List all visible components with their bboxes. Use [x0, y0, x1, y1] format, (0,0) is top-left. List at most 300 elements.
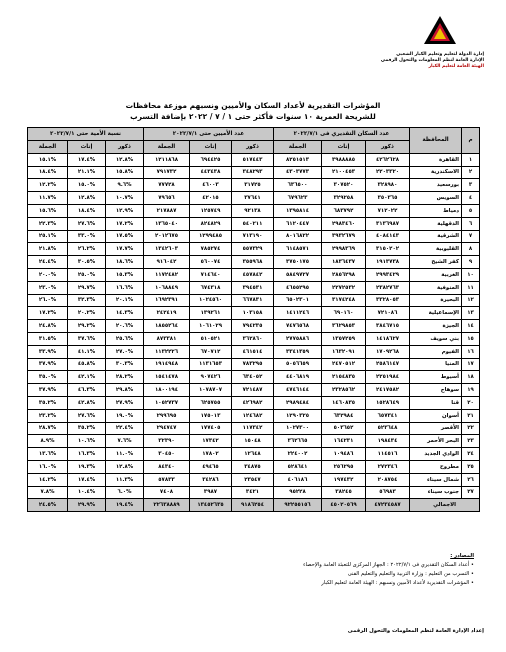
source-item: • التسرب من التعليم : وزارة التربية والتعليم والتعليم الفنى [347, 571, 474, 577]
table-cell: ٢١٥٤٨٣٥ [322, 371, 366, 384]
table-cell: ١٤٦٠٨٣٥ [322, 396, 366, 409]
table-cell: ٤٠٦١٨٦ [274, 473, 322, 486]
table-cell: ١١٣١٦٥٣ [190, 358, 232, 371]
table-cell: ٤٤٠٦٨١٩ [274, 371, 322, 384]
table-cell: ١٧٧٤٠٥ [190, 422, 232, 435]
table-cell: %١٦.٠ [28, 460, 68, 473]
row-number: ٨ [462, 243, 480, 256]
table-cell: ٦٣٤٠٥٢ [232, 371, 274, 384]
table-cell: %٤١.١ [68, 345, 106, 358]
table-cell: ١٧٠٩٢٦٨ [366, 345, 410, 358]
table-cell: %٢٠.٠ [28, 268, 68, 281]
table-cell: %٢٤.٨ [28, 320, 68, 333]
table-cell: %٢٦.٠ [28, 294, 68, 307]
governorate-name: البحيرة [410, 294, 462, 307]
table-cell: ٢٢٠٣٣٢٠ [366, 166, 410, 179]
table-cell: ٧٢١٤٨٧ [232, 384, 274, 397]
governorate-name: الإسماعيلية [410, 307, 462, 320]
table-cell: ١١٣٢٢٢٦ [144, 345, 190, 358]
table-cell: ٣٩٤٥٣١ [232, 281, 274, 294]
total-row [28, 499, 480, 512]
col-no-header: م [462, 128, 480, 154]
sub-total-header: الجملة [274, 140, 322, 153]
table-cell: %٧.٦ [106, 435, 144, 448]
table-cell: ٦٢٥٧٥٥ [190, 396, 232, 409]
table-row [28, 422, 480, 435]
governorate-name: جنوب سيناء [410, 486, 462, 499]
table-cell: ٤٢٠١٥ [190, 192, 232, 205]
table-cell: ٦٥٧٣٤١ [366, 409, 410, 422]
row-number: ٢ [462, 166, 480, 179]
table-cell: %٢٧.٦ [68, 409, 106, 422]
table-cell: ٢٢٧٢٥٣٢ [322, 281, 366, 294]
table-row [28, 230, 480, 243]
governorate-name: دمياط [410, 204, 462, 217]
row-number: ٢٢ [462, 422, 480, 435]
org-line-2: الإدارة العامة لنظم المعلومات والتحول الرقمي [380, 58, 484, 63]
table-cell: ٨٠١٦٨٢٢ [274, 230, 322, 243]
table-cell: %٩.٦ [106, 179, 144, 192]
table-cell: ٣٢٨٩٨٠ [366, 179, 410, 192]
row-number: ١٧ [462, 358, 480, 371]
table-row [28, 166, 480, 179]
table-cell: ١٥٠٤٨ [232, 435, 274, 448]
table-cell: %٢٥.١ [28, 230, 68, 243]
total-cell: ١٣٤٥٢٦٣٥ [190, 499, 232, 512]
table-cell: ٦٦٧٨٣١ [232, 294, 274, 307]
governorate-name: مطروح [410, 460, 462, 473]
table-cell: %٣٥.٢ [28, 396, 68, 409]
governorate-name: الغربية [410, 268, 462, 281]
table-cell: ٧٩١٧٣٢ [144, 166, 190, 179]
table-cell: ٣٨٢٤٥ [322, 486, 366, 499]
table-cell: %١٠.٤ [68, 486, 106, 499]
sources-block [303, 552, 474, 588]
table-cell: ٤٧٤٦١٤٤ [274, 384, 322, 397]
table-cell: ١٣٤٢٦٠٣ [144, 243, 190, 256]
table-cell: ١٨٣٦٤٣٧ [322, 256, 366, 269]
table-cell: ٥٠٥٦٦٥٩ [274, 358, 322, 371]
table-cell: ٥٨٤٩٧٢٧ [274, 268, 322, 281]
table-cell: ٤٢٦٢٦٢٨ [366, 153, 410, 166]
table-cell: %١٤.٣ [106, 307, 144, 320]
table-cell: ١٠٦١٠٢٩ [190, 320, 232, 333]
org-line-3: الهيئة العامة لتعليم الكبار [428, 64, 484, 69]
table-cell: %١٨.٤ [68, 204, 106, 217]
table-cell: ٨٧٣٣٨١ [144, 332, 190, 345]
table-cell: ٢٢٥١٩٨٤ [366, 371, 410, 384]
row-number: ١٠ [462, 268, 480, 281]
total-cell: ٤٧٢٣٤٥٨٧ [366, 499, 410, 512]
total-cell: %٢٩.٩ [68, 499, 106, 512]
table-cell: ٧١٣١٩٠ [232, 230, 274, 243]
table-row [28, 460, 480, 473]
governorate-name: الفيوم [410, 345, 462, 358]
table-cell: ٩٢١٣٨ [232, 204, 274, 217]
table-cell: %٣٣.٠ [68, 230, 106, 243]
governorate-name: بورسعيد [410, 179, 462, 192]
table-row [28, 358, 480, 371]
table-cell: ٩٠٧٤٢٦ [190, 371, 232, 384]
table-cell: ٧٨٥٢٧٤ [190, 243, 232, 256]
table-row [28, 268, 480, 281]
table-cell: ٣٦٢٩٨٥٣ [322, 320, 366, 333]
source-item: • المؤشرات التقديرية لأعداد الأميين ونسبهم : الهيئة العامة لتعليم الكبار [321, 580, 474, 586]
table-cell: ٥٦٠٠٧٤ [190, 256, 232, 269]
table-cell: ٢٩٩٣٤٢٩ [366, 268, 410, 281]
table-cell: ٧٩٦٥٦ [144, 192, 190, 205]
row-number: ٢٠ [462, 396, 480, 409]
table-cell: ١٠٧٨٧٠٧ [190, 384, 232, 397]
table-cell: ٧٤٧٦٥٦٨ [274, 320, 322, 333]
table-cell: ٦٨٣٧٩٢ [322, 204, 366, 217]
row-number: ٢٦ [462, 473, 480, 486]
table-cell: %٢٩.٢ [68, 320, 106, 333]
table-cell: ١٢٩٩٤٨٥ [190, 230, 232, 243]
row-number: ٢٥ [462, 460, 480, 473]
table-cell: ١٥٢٨٦٤٩ [366, 396, 410, 409]
table-cell: %٣٣.٩ [28, 345, 68, 358]
table-cell: ١٠٩٤٨٦ [322, 448, 366, 461]
table-cell: ٢٤٢٤١٩ [144, 307, 190, 320]
table-cell: ٣١٣٦٩٨٧ [366, 217, 410, 230]
row-number: ١٦ [462, 345, 480, 358]
table-cell: %٢٩.٨ [106, 384, 144, 397]
table-cell: ١٦٤٢٣١ [322, 435, 366, 448]
table-cell: ٣٨٤٦٧١٥ [366, 320, 410, 333]
table-cell: ١٥٤١٤٧٨ [144, 371, 190, 384]
table-row [28, 256, 480, 269]
table-cell: ١٠٢٤٥٦٠ [190, 294, 232, 307]
table-row [28, 384, 480, 397]
table-cell: ٣٣٤١٣٥٩ [274, 345, 322, 358]
table-cell: ٣٤٨٧٥ [232, 460, 274, 473]
row-number: ٣ [462, 179, 480, 192]
table-cell: %١٢.٩ [106, 204, 144, 217]
total-cell: ٤٥٠٢٠٥٦٩ [322, 499, 366, 512]
table-cell: ٣١٧٤٢٤٨ [322, 294, 366, 307]
table-cell: %٢٠.٦ [106, 320, 144, 333]
table-cell: ٢١٠٠٤٥٣ [322, 166, 366, 179]
table-cell: %٢٧.٠ [106, 345, 144, 358]
table-cell: %١٧.٢ [106, 217, 144, 230]
col-gov-header: المحافظة [410, 128, 462, 154]
table-cell: %٣٢.٣ [68, 294, 106, 307]
table-cell: %٢١.٨ [28, 243, 68, 256]
table-cell: ١٣٦٥٠٤٠ [144, 217, 190, 230]
table-cell: ٧٤٠٨ [144, 486, 190, 499]
total-cell: ٩٢٢٥٥١٥٦ [274, 499, 322, 512]
sub-male-header: ذكور [232, 140, 274, 153]
row-number: ٧ [462, 230, 480, 243]
table-row [28, 345, 480, 358]
table-cell: ١٨٠٠١٩٤ [144, 384, 190, 397]
table-cell: ٢٤١٧٥٨٢ [366, 384, 410, 397]
table-cell: %٤٢.١ [68, 371, 106, 384]
governorate-name: الجيزة [410, 320, 462, 333]
table-cell: ٢٨٥٦٢٩٨ [322, 268, 366, 281]
table-cell: %٢١.١ [68, 166, 106, 179]
table-row [28, 320, 480, 333]
table-cell: %١٣.٦ [28, 448, 68, 461]
table-cell: ٧١٢٠٢٢ [366, 204, 410, 217]
table-cell: %٢٣.٠ [28, 281, 68, 294]
table-cell: ٣٢٩٢٥٨ [322, 192, 366, 205]
row-number: ١ [462, 153, 480, 166]
table-cell: ٣٩٨٨٨٨٥ [322, 153, 366, 166]
table-cell: %١٦.٣ [68, 448, 106, 461]
table-cell: ٦١٢٠٤٤٧ [274, 217, 322, 230]
governorate-name: شمال سيناء [410, 473, 462, 486]
table-cell: ٤٦٥٥٢٩٥ [274, 281, 322, 294]
table-cell: ٢٠١٢٦٧٥ [144, 230, 190, 243]
table-cell: %١٠.٧ [106, 192, 144, 205]
table-cell: %١٥.١ [28, 153, 68, 166]
table-cell: ٢٩٩٨٣٦٩ [322, 243, 366, 256]
table-cell: %٢٨.٢ [106, 371, 144, 384]
table-cell: ٢٣٨٢٧٦٣ [366, 281, 410, 294]
row-number: ١٢ [462, 294, 480, 307]
governorate-name: القاهرة [410, 153, 462, 166]
table-cell: ٢٩٨٣٤٦٠ [322, 217, 366, 230]
table-cell: %٢٧.٦ [68, 217, 106, 230]
governorate-name: المنيا [410, 358, 462, 371]
source-item-text: التسرب من التعليم : وزارة التربية والتعليم والتعليم الفنى [347, 571, 470, 577]
row-number: ٢٤ [462, 448, 480, 461]
table-cell: ٥٢٣٦٤٨ [366, 422, 410, 435]
table-cell: ٦٧٤٣١٨ [190, 281, 232, 294]
table-cell: ١٢١١٨٦٨ [144, 153, 190, 166]
table-cell: ٢٩٩٦٩٥ [144, 409, 190, 422]
table-cell: ١٩٧٤٣٢ [322, 473, 366, 486]
table-cell: ١٣٩٥٨١٤ [274, 204, 322, 217]
table-cell: ٣٠٧٥٢٠ [322, 179, 366, 192]
row-number: ٢١ [462, 409, 480, 422]
table-cell: ٣٠٤٥٠ [144, 448, 190, 461]
table-row [28, 153, 480, 166]
table-cell: ٧٨٣٢٩٥ [232, 358, 274, 371]
governorate-name: أسوان [410, 409, 462, 422]
table-cell: %٢٣.٢ [28, 409, 68, 422]
table-cell: %١٤.٢ [28, 473, 68, 486]
table-row [28, 409, 480, 422]
table-cell: ٥٤٠٢١١ [232, 217, 274, 230]
table-cell: ٣٢٣٩٠ [144, 435, 190, 448]
governorate-name: السويس [410, 192, 462, 205]
table-cell: %٢٧.٩ [106, 396, 144, 409]
table-cell: %٧.٨ [28, 486, 68, 499]
total-label: الاجمالي [410, 499, 480, 512]
table-cell: ١٣٩٢٦١ [190, 307, 232, 320]
table-cell: ١٤١١٢٤٦ [274, 307, 322, 320]
sources-heading: المصادر : [450, 553, 474, 559]
table-cell: ٤٦٠٠٣ [190, 179, 232, 192]
sub-total-header: الجملة [144, 140, 190, 153]
source-item-text: أعداد السكان التقديري فى ٢٠٢٢/٧/١ : الجهاز المركزى للتعبئة العامة والإحصاء [303, 562, 470, 568]
sub-total-header: الجملة [28, 140, 68, 153]
table-cell: ١١٧٢٤٨٢ [144, 268, 190, 281]
table-cell: ١٠٦٨٨٤٩ [144, 281, 190, 294]
table-cell: ١٧٥٠١٣ [190, 409, 232, 422]
table-cell: ٣٤٢١ [232, 486, 274, 499]
table-row [28, 371, 480, 384]
table-cell: %٣٥.٠ [28, 371, 68, 384]
table-row [28, 332, 480, 345]
table-cell: ٢٧٧٥٨٨٦ [274, 332, 322, 345]
table-cell: %١١.٠ [106, 448, 144, 461]
table-cell: ٢٧٢٣٤٦ [366, 460, 410, 473]
page-title [0, 100, 506, 122]
governorate-name: الأقصر [410, 422, 462, 435]
table-cell: %٣٧.٦ [68, 332, 106, 345]
sub-female-header: إناث [68, 140, 106, 153]
table-cell: %١٧.٤ [68, 153, 106, 166]
table-cell: ٢١٧٨٨٧ [144, 204, 190, 217]
table-cell: ٥١٧٤٤٣ [232, 153, 274, 166]
table-row [28, 396, 480, 409]
table-row [28, 307, 480, 320]
table-cell: ١١٧٣٤٢ [232, 422, 274, 435]
table-cell: %١٧.٤ [68, 473, 106, 486]
table-cell: ٩٥٢٢٨ [274, 486, 322, 499]
governorate-name: الدقهلية [410, 217, 462, 230]
table-cell: ١٩١٤٩٤٨ [144, 358, 190, 371]
table-cell: ٢٤٧٠٥١٢ [322, 358, 366, 371]
table-cell: %١٨.٤ [28, 166, 68, 179]
table-cell: ١٩١٣٧٣٨ [366, 256, 410, 269]
governorate-name: بني سويف [410, 332, 462, 345]
total-cell: ٩١٨٦٢٥٤ [232, 499, 274, 512]
table-cell: ٥٠٣٦٥٢ [322, 422, 366, 435]
table-cell: ١٦٣٢٠٩١ [322, 345, 366, 358]
table-cell: ٤٤٣٤٣٨ [190, 166, 232, 179]
table-cell: %١٥.٣ [106, 268, 144, 281]
table-cell: ١٩٨٤٣٤ [366, 435, 410, 448]
table-cell: ٣٩٨٧ [190, 486, 232, 499]
table-cell: ٣٤٨٢٩٣ [232, 166, 274, 179]
table-cell: %٢٢.٣ [28, 217, 68, 230]
table-cell: %١٥.٦ [28, 204, 68, 217]
table-cell: ٥٧٨٣٣ [144, 473, 190, 486]
table-cell: %١٢.٢ [28, 179, 68, 192]
table-row [28, 281, 480, 294]
table-cell: %٢٦.٢ [68, 243, 106, 256]
governorate-name: كفر الشيخ [410, 256, 462, 269]
total-cell: %٢٤.٥ [28, 499, 68, 512]
sub-female-header: إناث [190, 140, 232, 153]
table-cell: %١٧.٥ [106, 230, 144, 243]
table-cell: ٢٣٥٤٧ [232, 473, 274, 486]
table-cell: %٣٥.٢ [68, 422, 106, 435]
table-cell: ٣٧٦٤١ [232, 192, 274, 205]
row-number: ١٩ [462, 384, 480, 397]
table-cell: %٢٤.٤ [28, 256, 68, 269]
table-cell: %١٩.٣ [68, 460, 106, 473]
table-cell: %٢٥.٠ [68, 268, 106, 281]
table-row [28, 179, 480, 192]
table-cell: ٦٣٢٩٨٤ [322, 409, 366, 422]
row-number: ٤ [462, 192, 480, 205]
table-cell: %٢٠.١ [106, 294, 144, 307]
table-cell: ٤٦١٥١٤ [232, 345, 274, 358]
table-row [28, 435, 480, 448]
table-cell: %٢٠.٢ [68, 307, 106, 320]
governorate-name: أسيوط [410, 371, 462, 384]
row-number: ٩ [462, 256, 480, 269]
table-cell: %١٩.٠ [106, 409, 144, 422]
table-row [28, 486, 480, 499]
table-cell: ٢٥٨٦١٤٧ [366, 358, 410, 371]
row-number: ١٨ [462, 371, 480, 384]
table-cell: ٣٥٠٣٦٥ [366, 192, 410, 205]
table-cell: ٦٩٤٤٢٥ [190, 153, 232, 166]
table-cell: %٢٩.٧ [68, 281, 106, 294]
table-cell: ٢٥٦٢٩٥ [322, 460, 366, 473]
table-cell: %١٢.٨ [68, 192, 106, 205]
table-cell: ٣٤٢٨٦ [190, 473, 232, 486]
table-cell: ٢٩٤٧٤٧ [144, 422, 190, 435]
group-illit-header: عدد الأميين حتى ٢٠٢٢/٧/١ [144, 128, 274, 141]
table-cell: ٤٣٠٣٧٧٣ [274, 166, 322, 179]
table-cell: %٣٧.٩ [28, 384, 68, 397]
row-number: ٦ [462, 217, 480, 230]
table-row [28, 192, 480, 205]
table-cell: ٢٩٨٩٤٨٤ [274, 396, 322, 409]
org-line-1: إدارة الدولة لتعليم وتعليم الكبار الشعبي [396, 52, 484, 57]
table-cell: ١٠٣١٥٨ [232, 307, 274, 320]
table-cell: ٣٩٣٢٦٧٩ [322, 230, 366, 243]
source-item: • أعداد السكان التقديري فى ٢٠٢٢/٧/١ : الجهاز المركزى للتعبئة العامة والإحصاء [303, 562, 474, 568]
table-cell: %١٥.٨ [106, 166, 144, 179]
table-cell: ٧١٤٦٤٠ [190, 268, 232, 281]
table-cell: ١٢٤٦٨٢ [232, 409, 274, 422]
table-cell: %٤٦.٣ [68, 384, 106, 397]
table-cell: ٧٩٤٢٣٥ [232, 320, 274, 333]
table-cell: ٦٥٠٢٣٠١ [274, 294, 322, 307]
table-cell: %١٠.٦ [68, 435, 106, 448]
row-number: ٢٧ [462, 486, 480, 499]
table-row [28, 448, 480, 461]
table-cell: ٣٧٥٠١٧٥ [274, 256, 322, 269]
table-cell: ٨٢٤٨٢٩ [190, 217, 232, 230]
table-row [28, 294, 480, 307]
table-cell: %٢٥.٦ [106, 332, 144, 345]
table-cell: %١٥.٠ [68, 179, 106, 192]
table-cell: ٥٥٧٣٢٩ [232, 243, 274, 256]
table-cell: ١٢٥٧٤٩ [190, 204, 232, 217]
table-cell: ٣١٧٢٥ [232, 179, 274, 192]
table-row [28, 204, 480, 217]
table-cell: ٥١٠٥٢١ [190, 332, 232, 345]
illiteracy-table [27, 127, 480, 512]
table-cell: %٤٥.٨ [68, 358, 106, 371]
table-cell: ٣١٥٠٢٠٢ [366, 243, 410, 256]
table-cell: ١٠٢٧٣٠٠ [274, 422, 322, 435]
row-number: ١٤ [462, 320, 480, 333]
table-cell: ٧٧٧٢٨ [144, 179, 190, 192]
table-cell: %٤٢.٨ [68, 396, 106, 409]
table-cell: ١٣٥٧٢٥٩ [322, 332, 366, 345]
table-cell: %٢٢.٤ [106, 422, 144, 435]
table-cell: %١٨.٦ [106, 256, 144, 269]
row-number: ٥ [462, 204, 480, 217]
governorate-name: الاسكندرية [410, 166, 462, 179]
footer-credit: إعداد الإدارة العامة لنظم المعلومات والتحول الرقمى [347, 628, 484, 634]
table-cell: ٧٢١٠٨٦ [366, 307, 410, 320]
table-cell: ٤٩٤٦٥ [190, 460, 232, 473]
table-cell: ٢٠٨٧٥٤ [366, 473, 410, 486]
table-cell: %٣٠.٣ [106, 358, 144, 371]
